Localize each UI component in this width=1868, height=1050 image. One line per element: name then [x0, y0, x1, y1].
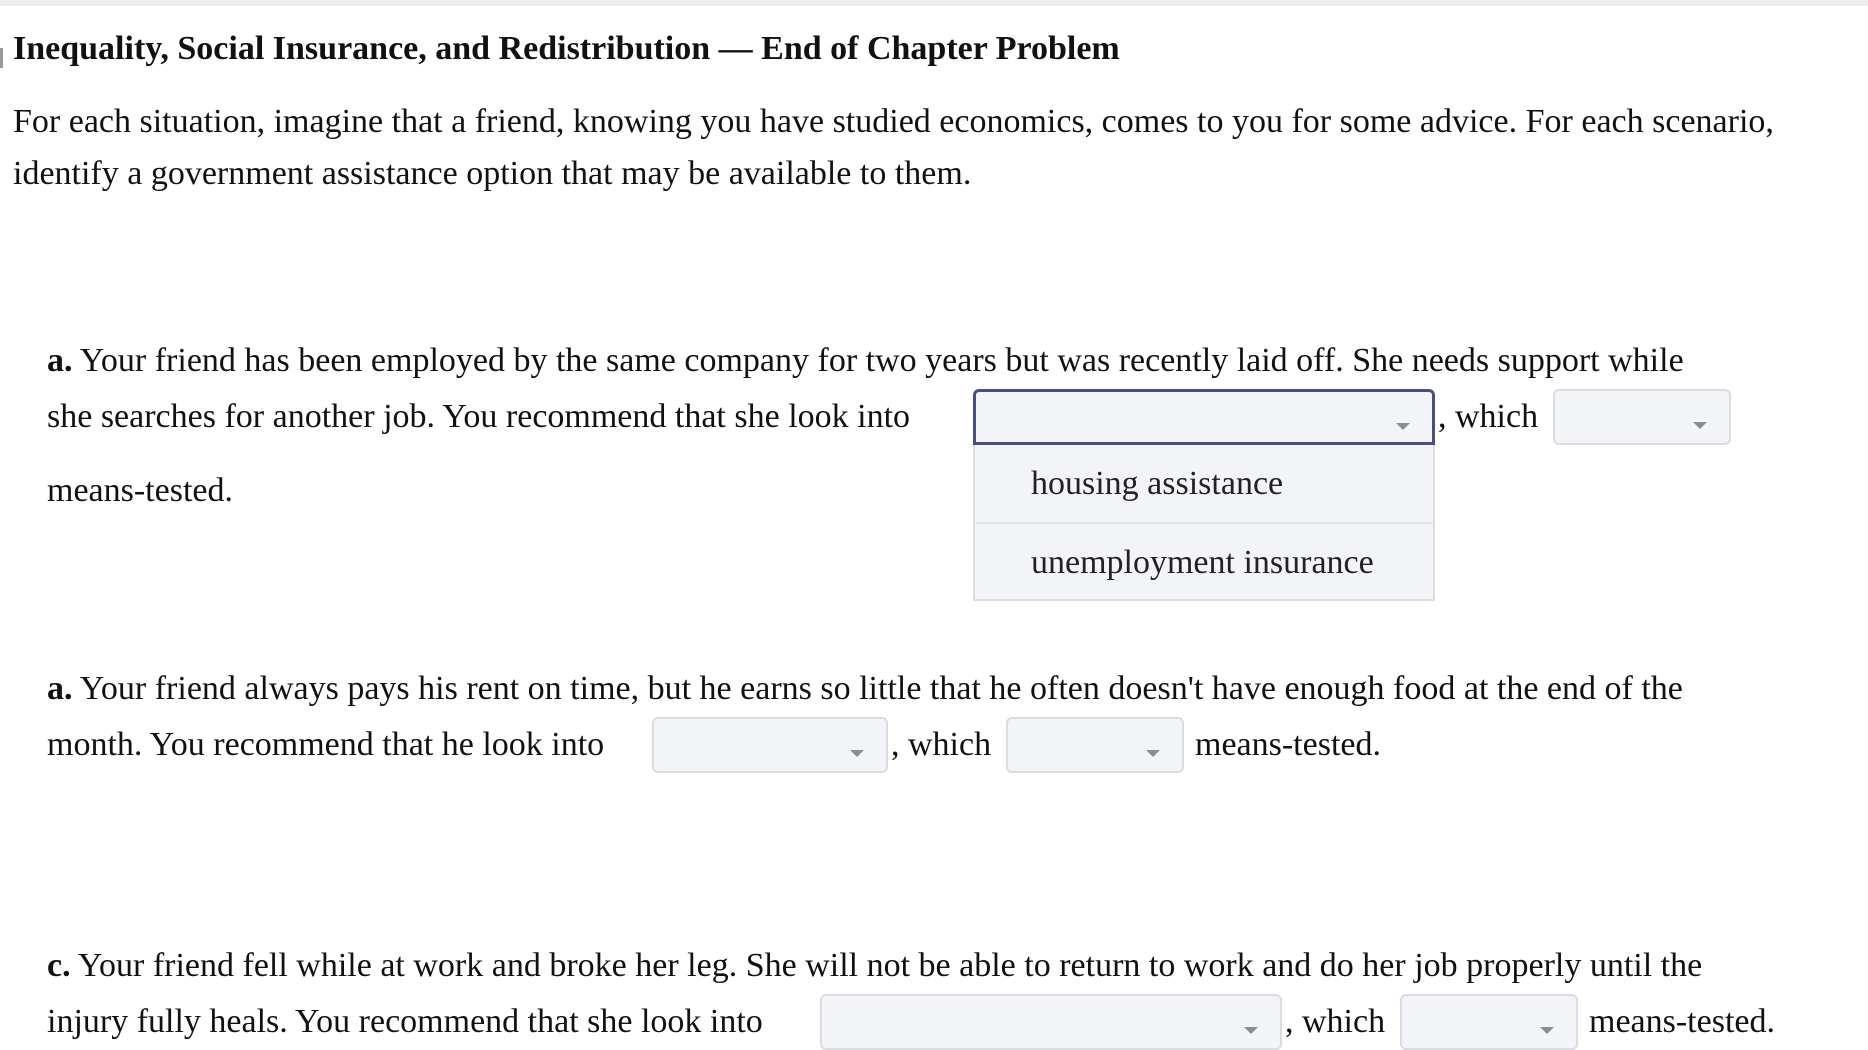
program-select[interactable] [652, 717, 888, 773]
comma: , [1438, 398, 1447, 435]
means-tested-select[interactable] [1553, 389, 1731, 445]
question-label: a. [47, 342, 73, 379]
chevron-down-icon [850, 750, 864, 757]
program-select[interactable] [973, 389, 1435, 445]
which-text: which [1302, 1003, 1386, 1040]
question-text: month. You recommend that he look into [47, 726, 605, 763]
chevron-down-icon [1540, 1027, 1554, 1034]
question-text: Your friend has been employed by the same company for two years but was recently laid off. She needs support while [79, 342, 1684, 379]
top-border [0, 0, 1868, 6]
means-tested-select[interactable] [1400, 994, 1578, 1050]
chevron-down-icon [1244, 1027, 1258, 1034]
option-housing-assistance[interactable]: housing assistance [1031, 465, 1284, 502]
question-text: she searches for another job. You recommend that she look into [47, 398, 911, 435]
means-tested-text: means-tested. [1589, 1003, 1775, 1040]
means-tested-text: means-tested. [1195, 726, 1381, 763]
question-text: Your friend always pays his rent on time, but he earns so little that he often doesn't have enough food at the end of the [79, 670, 1683, 707]
chevron-down-icon [1693, 422, 1707, 429]
left-edge-marker [0, 48, 3, 68]
program-options-dropdown [973, 445, 1435, 601]
comma: , [891, 726, 900, 763]
which-text: which [908, 726, 992, 763]
question-text: injury fully heals. You recommend that she look into [47, 1003, 763, 1040]
page-title: Inequality, Social Insurance, and Redistribution — End of Chapter Problem [13, 30, 1120, 67]
comma: , [1285, 1003, 1294, 1040]
question-label: c. [47, 947, 71, 984]
means-tested-select[interactable] [1006, 717, 1184, 773]
option-unemployment-insurance[interactable]: unemployment insurance [975, 522, 1433, 599]
which-text: which [1455, 398, 1539, 435]
chevron-down-icon [1396, 423, 1410, 430]
means-tested-text: means-tested. [47, 472, 233, 509]
chevron-down-icon [1146, 750, 1160, 757]
program-select[interactable] [820, 994, 1282, 1050]
question-label: a. [47, 670, 73, 707]
question-text: Your friend fell while at work and broke her leg. She will not be able to return to work and do her job properly until the [77, 947, 1703, 984]
problem-intro: For each situation, imagine that a friend, knowing you have studied economics, comes to you for some advice. For each scenario, identify a government assistance option that may be available to them. [13, 103, 1774, 192]
